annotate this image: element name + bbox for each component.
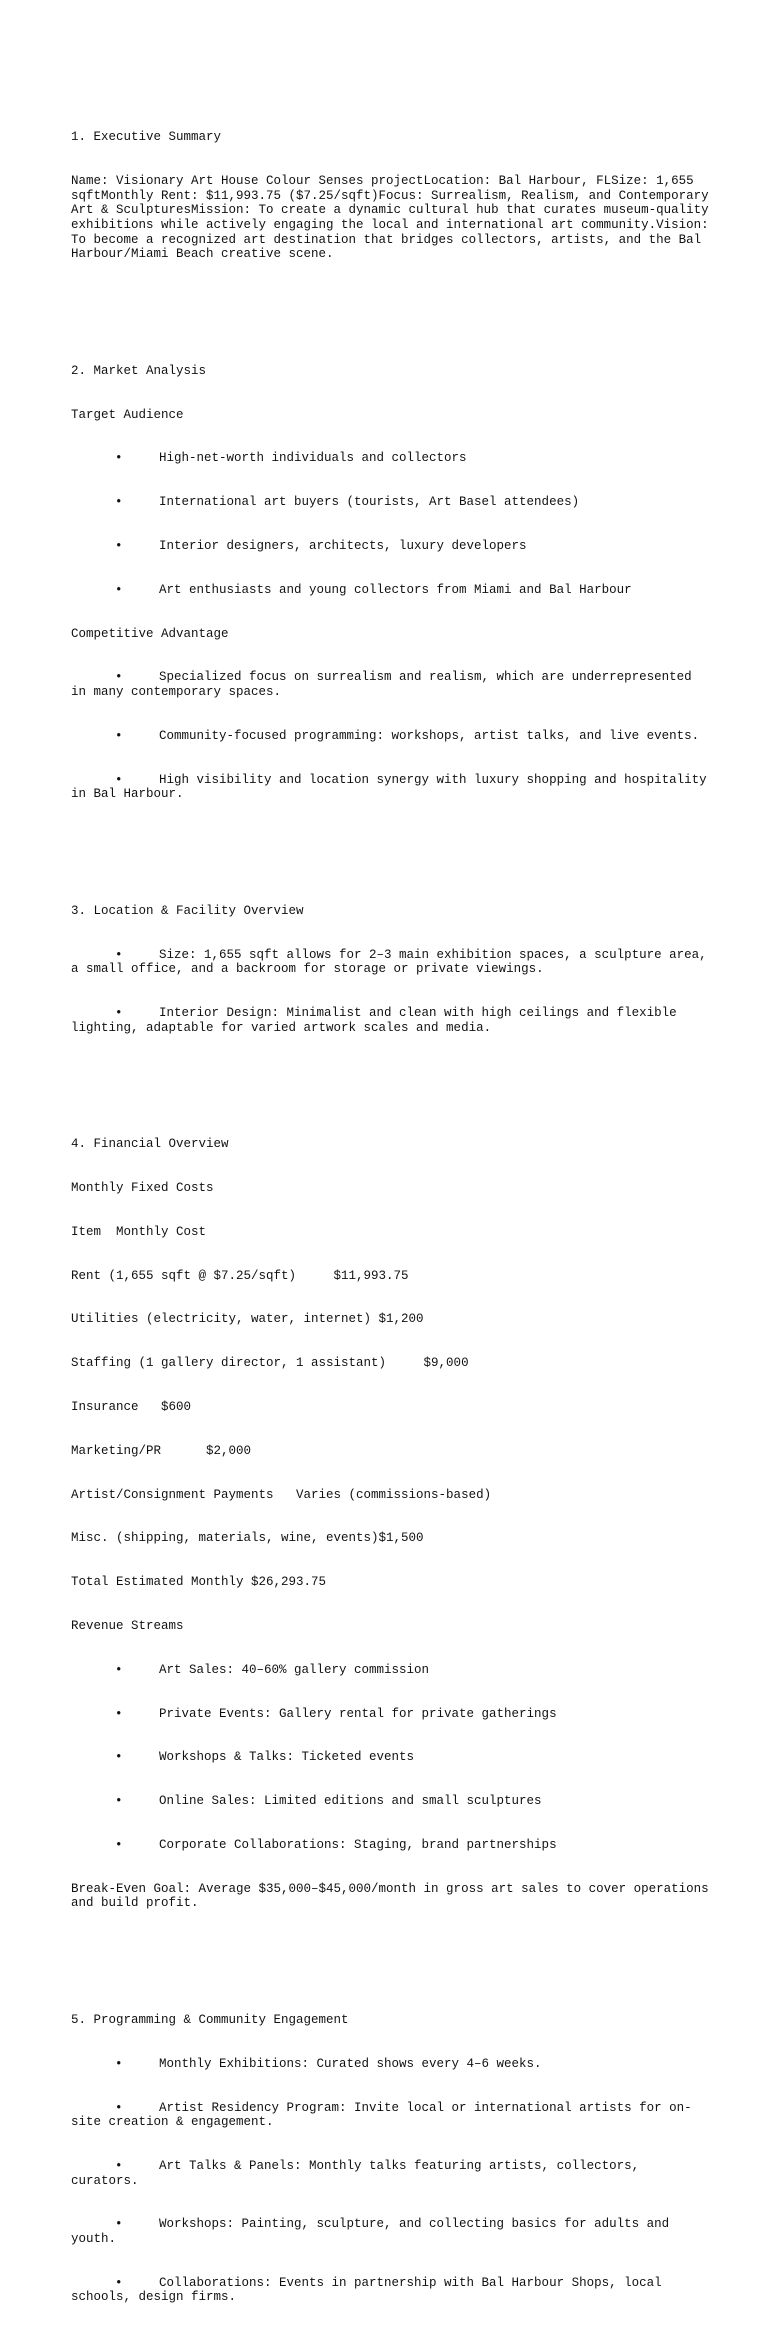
list-item: • Monthly Exhibitions: Curated shows every 4–6 weeks. bbox=[71, 2057, 711, 2072]
list-item: • Artist Residency Program: Invite local or international artists for on-site creation & engagement. bbox=[71, 2100, 692, 2130]
bullet-icon: • bbox=[115, 772, 123, 787]
list-item: • Interior Design: Minimalist and clean with high ceilings and flexible lighting, adaptable for varied artwork scales and media. bbox=[71, 1006, 685, 1035]
list-item: • High visibility and location synergy with luxury shopping and hospitality in Bal Harbour. bbox=[71, 772, 715, 802]
bullet-icon: • bbox=[115, 1662, 123, 1677]
bullet-icon: • bbox=[115, 670, 123, 685]
list-item: • Interior designers, architects, luxury developers bbox=[71, 539, 711, 554]
list-item: • Community-focused programming: workshops, artist talks, and live events. bbox=[71, 729, 711, 744]
bullet-icon: • bbox=[115, 582, 123, 597]
list-item: • Workshops: Painting, sculpture, and collecting basics for adults and youth. bbox=[71, 2217, 677, 2246]
cost-row-artist-payments: Artist/Consignment Payments Varies (commissions-based) bbox=[71, 1487, 492, 1502]
spacer bbox=[71, 1940, 711, 1955]
list-item: • Size: 1,655 sqft allows for 2–3 main exhibition spaces, a sculpture area, a small office, and a backroom for storage or private viewings. bbox=[71, 947, 715, 977]
section-heading-market-analysis: 2. Market Analysis bbox=[71, 363, 207, 378]
bullet-icon: • bbox=[115, 2056, 123, 2071]
section-heading-executive-summary: 1. Executive Summary bbox=[71, 130, 222, 145]
bullet-icon: • bbox=[115, 947, 123, 962]
bullet-icon: • bbox=[115, 1706, 123, 1721]
list-item: • Art enthusiasts and young collectors from Miami and Bal Harbour bbox=[71, 583, 711, 598]
list-item: • Online Sales: Limited editions and small sculptures bbox=[71, 1794, 711, 1809]
list-item: • International art buyers (tourists, Art Basel attendees) bbox=[71, 495, 711, 510]
list-item: • Private Events: Gallery rental for private gatherings bbox=[71, 1707, 711, 1722]
section-heading-programming: 5. Programming & Community Engagement bbox=[71, 2012, 349, 2027]
document-page bbox=[71, 72, 717, 2334]
list-item: • Collaborations: Events in partnership with Bal Harbour Shops, local schools, design firms. bbox=[71, 2275, 670, 2305]
bullet-icon: • bbox=[115, 1837, 123, 1852]
list-item: • Corporate Collaborations: Staging, brand partnerships bbox=[71, 1838, 711, 1853]
cost-row-marketing: Marketing/PR $2,000 bbox=[71, 1443, 252, 1458]
subheading-monthly-fixed-costs: Monthly Fixed Costs bbox=[71, 1181, 214, 1196]
list-item: • Workshops & Talks: Ticketed events bbox=[71, 1750, 711, 1765]
bullet-icon: • bbox=[115, 495, 123, 510]
executive-summary-body: Name: Visionary Art House Colour Senses projectLocation: Bal Harbour, FLSize: 1,655 sqftMonthly Rent: $11,993.75 ($7.25/sqft)Focus: Surrealism, Realism, and Contemporary Art & SculpturesMission: To create a dynamic cultural hub that curates museum-quality exhibitions while actively engaging the local and international art community.Vision: To become a recognized art destination that bridges collectors, artists, and the Bal Harbour/Miami Beach creative scene. bbox=[71, 174, 717, 262]
section-heading-financial-overview: 4. Financial Overview bbox=[71, 1137, 229, 1152]
bullet-icon: • bbox=[115, 1794, 123, 1809]
subheading-competitive-advantage: Competitive Advantage bbox=[71, 626, 229, 641]
cost-row-staffing: Staffing (1 gallery director, 1 assistant) $9,000 bbox=[71, 1356, 469, 1371]
bullet-icon: • bbox=[115, 2275, 123, 2290]
section-heading-location-facility: 3. Location & Facility Overview bbox=[71, 903, 304, 918]
spacer bbox=[71, 1064, 711, 1079]
cost-row-insurance: Insurance $600 bbox=[71, 1400, 192, 1415]
spacer bbox=[71, 291, 711, 306]
bullet-icon: • bbox=[115, 2217, 123, 2232]
bullet-icon: • bbox=[115, 2100, 123, 2115]
bullet-icon: • bbox=[115, 539, 123, 553]
break-even-goal: Break-Even Goal: Average $35,000–$45,000/month in gross art sales to cover operations and build profit. bbox=[71, 1881, 717, 1911]
subheading-target-audience: Target Audience bbox=[71, 407, 184, 422]
cost-row-total: Total Estimated Monthly $26,293.75 bbox=[71, 1575, 327, 1590]
bullet-icon: • bbox=[115, 1750, 123, 1765]
bullet-icon: • bbox=[115, 451, 123, 466]
list-item: • Specialized focus on surrealism and realism, which are underrepresented in many contemporary spaces. bbox=[71, 670, 700, 699]
cost-row-rent: Rent (1,655 sqft @ $7.25/sqft) $11,993.75 bbox=[71, 1268, 409, 1283]
cost-row-misc: Misc. (shipping, materials, wine, events)$1,500 bbox=[71, 1531, 424, 1546]
subheading-revenue-streams: Revenue Streams bbox=[71, 1618, 184, 1633]
list-item: • Art Talks & Panels: Monthly talks featuring artists, collectors, curators. bbox=[71, 2158, 647, 2188]
bullet-icon: • bbox=[115, 1006, 123, 1020]
cost-row-utilities: Utilities (electricity, water, internet) $1,200 bbox=[71, 1312, 424, 1327]
bullet-icon: • bbox=[115, 2158, 123, 2173]
spacer bbox=[71, 831, 711, 846]
list-item: • High-net-worth individuals and collectors bbox=[71, 451, 711, 466]
bullet-icon: • bbox=[115, 728, 123, 743]
list-item: • Art Sales: 40–60% gallery commission bbox=[71, 1663, 711, 1678]
cost-table-header: Item Monthly Cost bbox=[71, 1224, 207, 1239]
